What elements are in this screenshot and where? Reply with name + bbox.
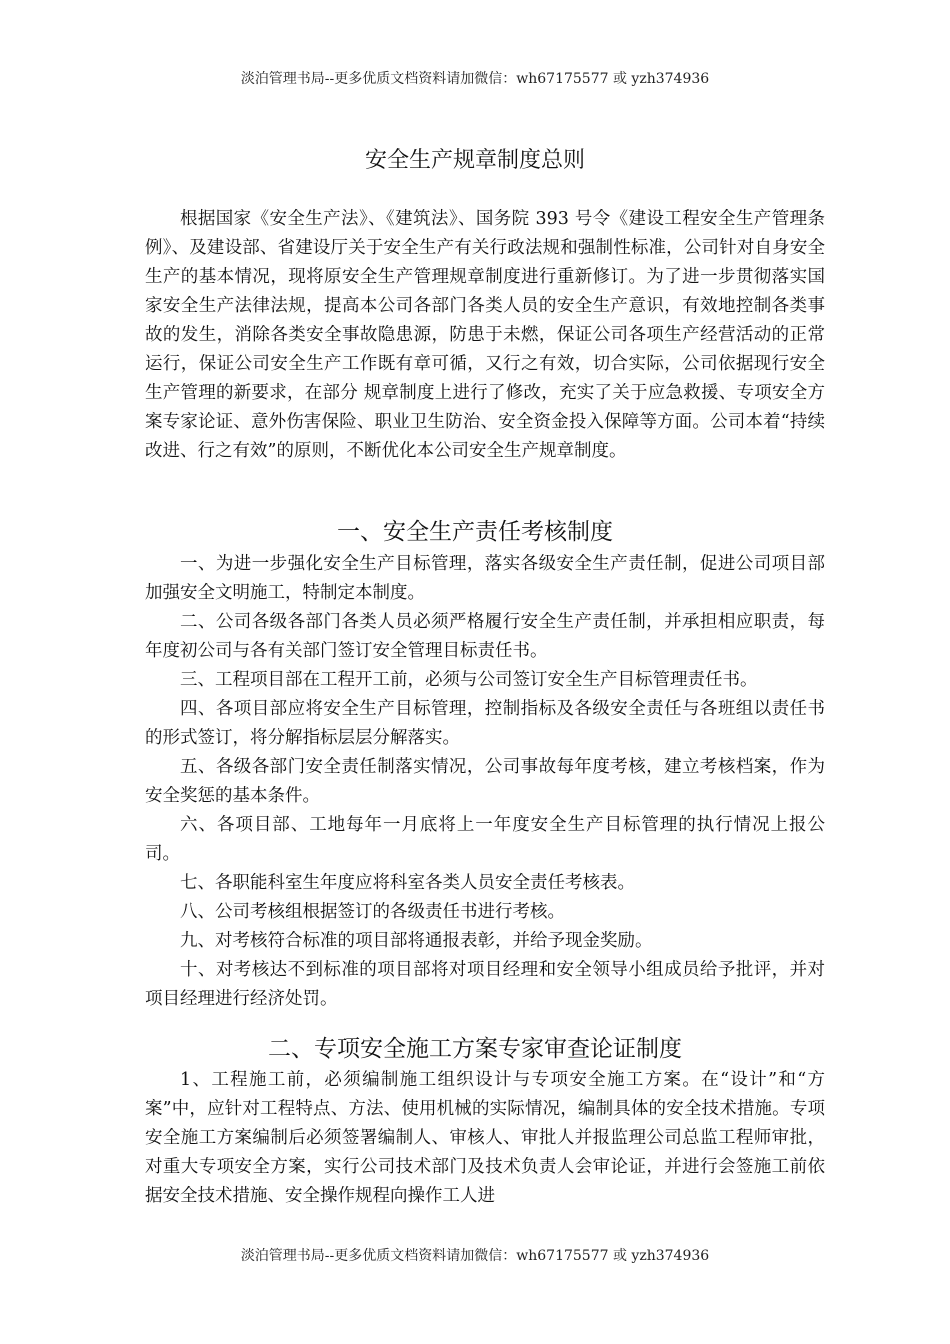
section-2-clause: 1、工程施工前，必须编制施工组织设计与专项安全施工方案。在“设计”和“方案”中，应针对工程特点、方法、使用机械的实际情况，编制具体的安全技术措施。专项安全施工方案编制后必须签署编制人、审核人、审批人并报监理公司总监工程师审批，对重大专项安全方案，实行公司技术部门及技术负责人会审论证，并进行会签施工前依据安全技术措施、安全操作规程向操作工人进 bbox=[145, 1070, 825, 1206]
header-note: 淡泊管理书局--更多优质文档资料请加微信：wh67175577 或 yzh374936 bbox=[240, 71, 710, 87]
section-1-clause: 六、各项目部、工地每年一月底将上一年度安全生产目标管理的执行情况上报公司。 bbox=[145, 815, 825, 864]
section-1-clause: 八、公司考核组根据签订的各级责任书进行考核。 bbox=[180, 902, 565, 922]
section-2-clauses bbox=[145, 1066, 825, 1211]
section-1-heading: 一、安全生产责任考核制度 bbox=[337, 519, 613, 545]
section-1-clause: 二、公司各级各部门各类人员必须严格履行安全生产责任制，并承担相应职责，每年度初公司与各有关部门签订安全管理目标责任书。 bbox=[145, 612, 825, 661]
footer-note: 淡泊管理书局--更多优质文档资料请加微信：wh67175577 或 yzh374936 bbox=[240, 1248, 710, 1264]
section-1-clause: 五、各级各部门安全责任制落实情况，公司事故每年度考核，建立考核档案，作为安全奖惩的基本条件。 bbox=[145, 757, 825, 806]
section-1-clause: 九、对考核符合标准的项目部将通报表彰，并给予现金奖励。 bbox=[180, 931, 653, 951]
section-1-clause: 十、对考核达不到标准的项目部将对项目经理和安全领导小组成员给予批评，并对项目经理进行经济处罚。 bbox=[145, 960, 825, 1009]
section-1-clause: 三、工程项目部在工程开工前，必须与公司签订安全生产目标管理责任书。 bbox=[180, 670, 758, 690]
section-1-clauses bbox=[145, 550, 825, 1014]
section-1-clause: 一、为进一步强化安全生产目标管理，落实各级安全生产责任制，促进公司项目部加强安全文明施工，特制定本制度。 bbox=[145, 554, 825, 603]
intro-paragraph: 根据国家《安全生产法》、《建筑法》、国务院 393 号令《建设工程安全生产管理条例》、及建设部、省建设厅关于安全生产有关行政法规和强制性标准，公司针对自身安全生产的基本情况，现将原安全生产管理规章制度进行重新修订。为了进一步贯彻落实国家安全生产法律法规，提高本公司各部门各类人员的安全生产意识，有效地控制各类事故的发生，消除各类安全事故隐患源，防患于未燃，保证公司各项生产经营活动的正常运行，保证公司安全生产工作既有章可循，又行之有效，切合实际，公司依据现行安全生产管理的新要求，在部分 规章制度上进行了修改，充实了关于应急救援、专项安全方案专家论证、意外伤害保险、职业卫生防治、安全资金投入保障等方面。公司本着“持续改进、行之有效”的原则，不断优化本公司安全生产规章制度。 bbox=[145, 209, 825, 461]
section-2-heading: 二、专项安全施工方案专家审查论证制度 bbox=[268, 1036, 682, 1062]
section-1-clause: 四、各项目部应将安全生产目标管理，控制指标及各级安全责任与各班组以责任书的形式签订，将分解指标层层分解落实。 bbox=[145, 699, 825, 748]
section-1-clause: 七、各职能科室生年度应将科室各类人员安全责任考核表。 bbox=[180, 873, 635, 893]
document-title: 安全生产规章制度总则 bbox=[364, 148, 585, 173]
